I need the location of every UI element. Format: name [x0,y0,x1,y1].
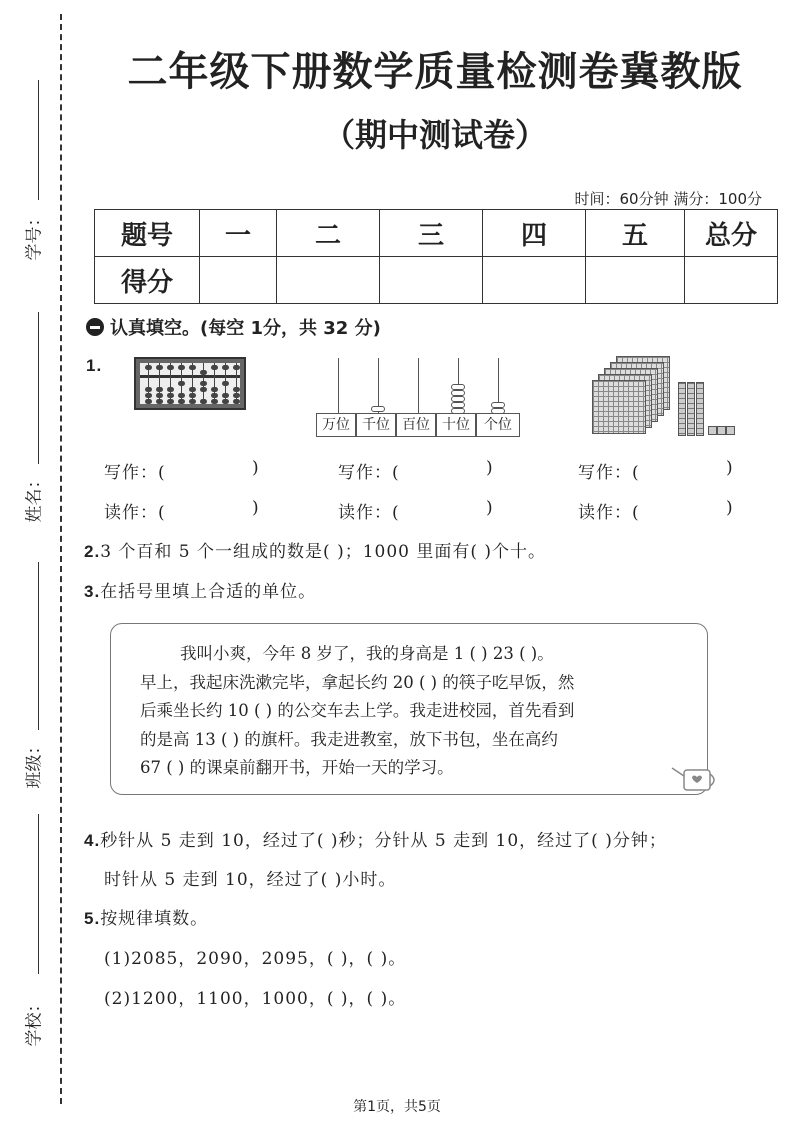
write-close: ) [726,458,734,478]
read-label: 读作：( [338,503,400,523]
score-header-cell: 二 [277,210,380,257]
page-title: 二年级下册数学质量检测卷冀教版 [127,49,743,95]
q1-number: 1. [86,356,103,375]
read-close: ) [726,498,734,518]
counter-label: 十位 [436,413,476,437]
story-text [140,640,680,783]
q4-line2: 时针从 5 走到 10，经过了( )小时。 [104,870,397,890]
question-3 [84,577,316,602]
name-field[interactable] [12,312,52,522]
counter-label: 万位 [316,413,356,437]
story-line: 67 ( ) 的课桌前翻开书，开始一天的学习。 [140,758,454,777]
class-field[interactable] [12,562,52,789]
q3-text: 在括号里填上合适的单位。 [100,582,317,602]
q5-number: 5. [84,909,101,928]
school-underline [38,814,39,974]
write-close: ) [252,458,260,478]
score-table-score-row [95,257,778,304]
name-label: 姓名： [24,471,45,523]
score-header-cell: 一 [200,210,277,257]
score-header-cell: 三 [380,210,483,257]
story-line: 后乘坐长约 10 ( ) 的公交车去上学。我走进校园，首先看到 [140,701,575,720]
counter-label: 千位 [356,413,396,437]
page-footer: 第1页，共5页 [353,1099,441,1115]
score-input-cell[interactable] [483,257,586,304]
score-input-cell[interactable] [685,257,778,304]
score-header-cell: 四 [483,210,586,257]
q2-text: 3 个百和 5 个一组成的数是( )；1000 里面有( )个十。 [100,542,547,562]
story-line: 早上，我起床洗漱完毕，拿起长约 20 ( ) 的筷子吃早饭，然 [140,672,575,692]
q4-line1: 秒针从 5 走到 10，经过了( )秒；分针从 5 走到 10，经过了( )分钟； [100,831,667,851]
score-header-cell: 题号 [95,210,200,257]
score-input-cell[interactable] [380,257,483,304]
counter-label: 百位 [396,413,436,437]
name-underline [38,312,39,464]
read-label: 读作：( [104,503,166,523]
class-underline [38,562,39,730]
section-number-icon [86,318,104,336]
q2-number: 2. [84,542,101,561]
binding-dashed-line [60,14,62,1104]
section-heading [86,314,381,340]
abacus-icon [134,357,246,410]
write-label: 写作：( [104,463,166,483]
story-line: 的是高 13 ( ) 的旗杆。我走进教室，放下书包，坐在高约 [140,729,558,749]
class-label: 班级： [24,737,45,789]
question-5 [84,904,208,929]
score-input-cell[interactable] [277,257,380,304]
score-row-label: 得分 [95,257,200,304]
student-id-field[interactable] [12,80,52,280]
q3-number: 3. [84,582,101,601]
score-header-cell: 五 [586,210,685,257]
watering-can-icon [670,760,720,796]
q5-text: 按规律填数。 [100,909,209,929]
page-subtitle: （期中测试卷） [322,116,547,154]
student-id-underline [38,80,39,200]
school-label: 学校： [24,995,45,1047]
read-label: 读作：( [578,503,640,523]
score-input-cell[interactable] [200,257,277,304]
q5-line2: (2)1200，1100，1000，( )，( )。 [104,989,407,1009]
score-table [94,209,778,304]
question-number [86,356,102,376]
student-id-label: 学号： [24,209,45,261]
q5-line1: (1)2085，2090，2095，( )，( )。 [104,949,407,969]
section-heading-text: 认真填空。(每空 1分，共 32 分) [110,318,381,339]
write-close: ) [486,458,494,478]
score-header-cell: 总分 [685,210,778,257]
read-close: ) [252,498,260,518]
write-label: 写作：( [338,463,400,483]
score-input-cell[interactable] [586,257,685,304]
question-4 [84,826,667,851]
counter-label: 个位 [476,413,520,437]
write-label: 写作：( [578,463,640,483]
time-score-info: 时间：60分钟 满分：100分 [574,190,762,208]
read-close: ) [486,498,494,518]
q4-number: 4. [84,831,101,850]
school-field[interactable] [12,814,52,1047]
question-2 [84,537,546,562]
score-table-header-row [95,210,778,257]
story-line: 我叫小爽，今年 8 岁了，我的身高是 1 ( ) 23 ( )。 [180,644,554,663]
